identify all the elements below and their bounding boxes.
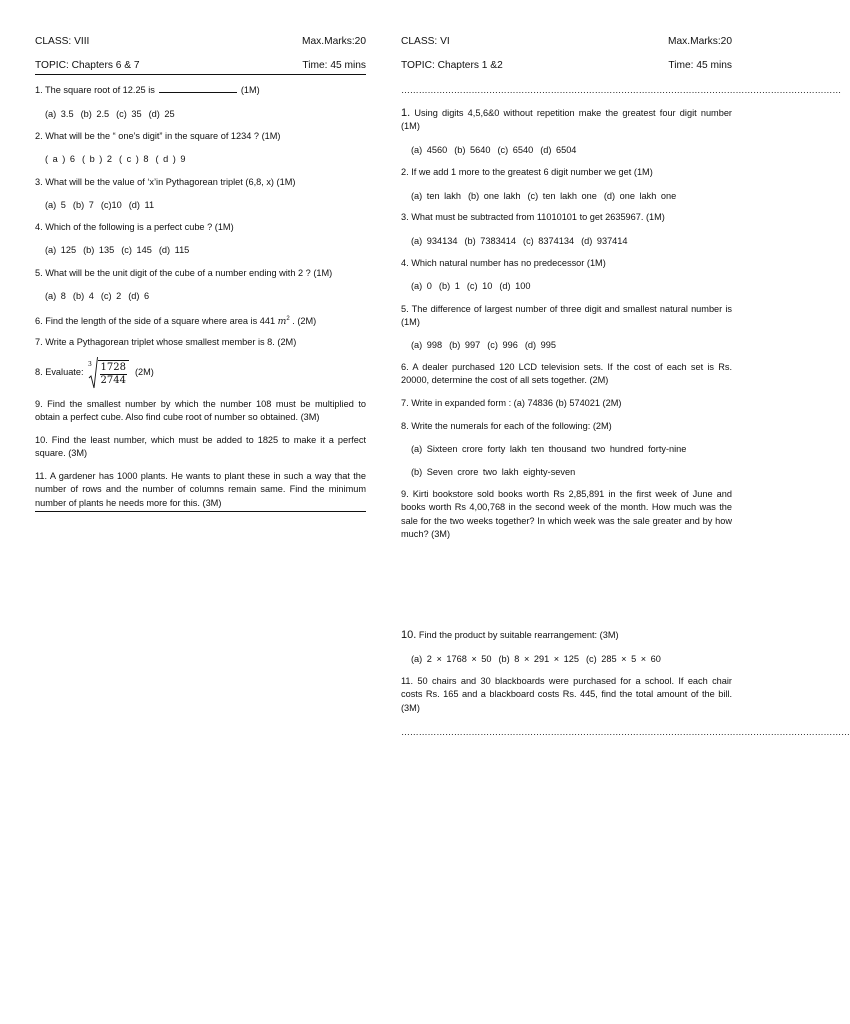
- class-header-row: [35, 36, 366, 47]
- question-9: 9. Kirti bookstore sold books worth Rs 2,85,891 in the first week of June and books worth Rs 4,00,768 in the second week of the month. How much was the sale for the two weeks together? In which week was the sale greater and by how much? (3M): [401, 489, 732, 540]
- fraction: [98, 360, 129, 387]
- question-5: 5. What will be the unit digit of the cube of a number ending with 2 ? (1M): [35, 268, 333, 278]
- question-10: 10. Find the product by suitable rearrangement: (3M): [401, 629, 619, 641]
- question-11: 11. A gardener has 1000 plants. He wants to plant these in such a way that the number of rows and the number of columns remain same. Find the minimum number of plants he needs more for this. (3M): [35, 471, 366, 508]
- question-4-options: (a) 125 (b) 135 (c) 145 (d) 115: [45, 245, 190, 255]
- time-allowed: Time: 45 mins: [668, 60, 732, 71]
- svg-text:3: 3: [87, 361, 92, 368]
- question-8-part-b: (b) Seven crore two lakh eighty-seven: [411, 467, 576, 477]
- time-allowed: Time: 45 mins: [302, 60, 366, 71]
- question-4: 4. Which natural number has no predecessor (1M): [401, 258, 606, 268]
- class-label: CLASS: VI: [401, 36, 450, 47]
- question-8-part-a: (a) Sixteen crore forty lakh ten thousand two hundred forty-nine: [411, 444, 687, 454]
- question-5-options: (a) 998 (b) 997 (c) 996 (d) 995: [411, 340, 556, 350]
- question-7: 7. Write in expanded form : (a) 74836 (b) 574021 (2M): [401, 398, 622, 408]
- question-1-options: (a) 4560 (b) 5640 (c) 6540 (d) 6504: [411, 145, 577, 155]
- dotted-separator: ……………………………………………………………………………………………………………………………………: [401, 85, 842, 95]
- topic: TOPIC: Chapters 1 &2: [401, 60, 503, 71]
- area-unit: m: [277, 316, 287, 328]
- question-1-options: (a) 3.5 (b) 2.5 (c) 35 (d) 25: [45, 109, 175, 119]
- footer-rule: [35, 511, 366, 512]
- question-4-options: (a) 0 (b) 1 (c) 10 (d) 100: [411, 281, 531, 291]
- question-7: 7. Write a Pythagorean triplet whose smallest member is 8. (2M): [35, 337, 297, 347]
- question-5: 5. The difference of largest number of three digit and smallest natural number is (1M): [401, 304, 732, 328]
- question-10: 10. Find the least number, which must be added to 1825 to make it a perfect square. (3M): [35, 435, 366, 459]
- topic-row: [401, 60, 732, 71]
- question-11: 11. 50 chairs and 30 blackboards were purchased for a school. If each chair costs Rs. 165 and a blackboard costs Rs. 445, find the total amount of the bill. (3M): [401, 676, 732, 713]
- question-3: 3. What must be subtracted from 11010101 to get 2635967. (1M): [401, 212, 665, 222]
- numerator: 1728: [100, 361, 126, 373]
- question-3: 3. What will be the value of ‘x’in Pythagorean triplet (6,8, x) (1M): [35, 177, 296, 187]
- question-4: 4. Which of the following is a perfect cube ? (1M): [35, 222, 234, 232]
- question-2: 2. If we add 1 more to the greatest 6 digit number we get (1M): [401, 167, 653, 177]
- class-header-row: [401, 36, 732, 47]
- question-3-options: (a) 5 (b) 7 (c)10 (d) 11: [45, 200, 155, 210]
- question-2-options: (a) ten lakh (b) one lakh (c) ten lakh one (d) one lakh one: [411, 191, 677, 201]
- max-marks: Max.Marks:20: [668, 36, 732, 47]
- question-6: 6. Find the length of the side of a square where area is 441 $m^2$ . (2M): [35, 316, 317, 328]
- topic-row: [35, 60, 366, 71]
- question-5-options: (a) 8 (b) 4 (c) 2 (d) 6: [45, 291, 150, 301]
- radical-sign: [88, 357, 98, 389]
- class-label: CLASS: VIII: [35, 36, 90, 47]
- topic: TOPIC: Chapters 6 & 7: [35, 60, 140, 71]
- question-2: 2. What will be the “ one’s digit” in the square of 1234 ? (1M): [35, 131, 281, 141]
- max-marks: Max.Marks:20: [302, 36, 366, 47]
- header-rule: [35, 74, 366, 75]
- question-1: 1. The square root of 12.25 is (1M): [35, 85, 260, 95]
- cube-root-expression: [88, 357, 129, 389]
- dotted-separator-end: ………………………………………………………………………………………………………………………………………: [401, 727, 850, 737]
- question-8: 8. Write the numerals for each of the following: (2M): [401, 421, 612, 431]
- answer-blank: [159, 84, 237, 93]
- question-6: 6. A dealer purchased 120 LCD television sets. If the cost of each set is Rs. 20000, determine the cost of all sets together. (2M): [401, 362, 732, 386]
- question-1: 1. Using digits 4,5,6&0 without repetition make the greatest four digit number (1M): [401, 107, 732, 132]
- question-8: 8. Evaluate: 3 $\frac{1728}{2744}$ (2M): [35, 357, 366, 389]
- question-10-options: (a) 2 × 1768 × 50 (b) 8 × 291 × 125 (c) 285 × 5 × 60: [411, 654, 661, 664]
- question-3-options: (a) 934134 (b) 7383414 (c) 8374134 (d) 937414: [411, 236, 628, 246]
- denominator: 2744: [100, 374, 126, 386]
- question-9: 9. Find the smallest number by which the number 108 must be multiplied to obtain a perfect cube. Also find cube root of number so obtained. (3M): [35, 399, 366, 423]
- question-2-options: ( a ) 6 ( b ) 2 ( c ) 8 ( d ) 9: [45, 154, 186, 164]
